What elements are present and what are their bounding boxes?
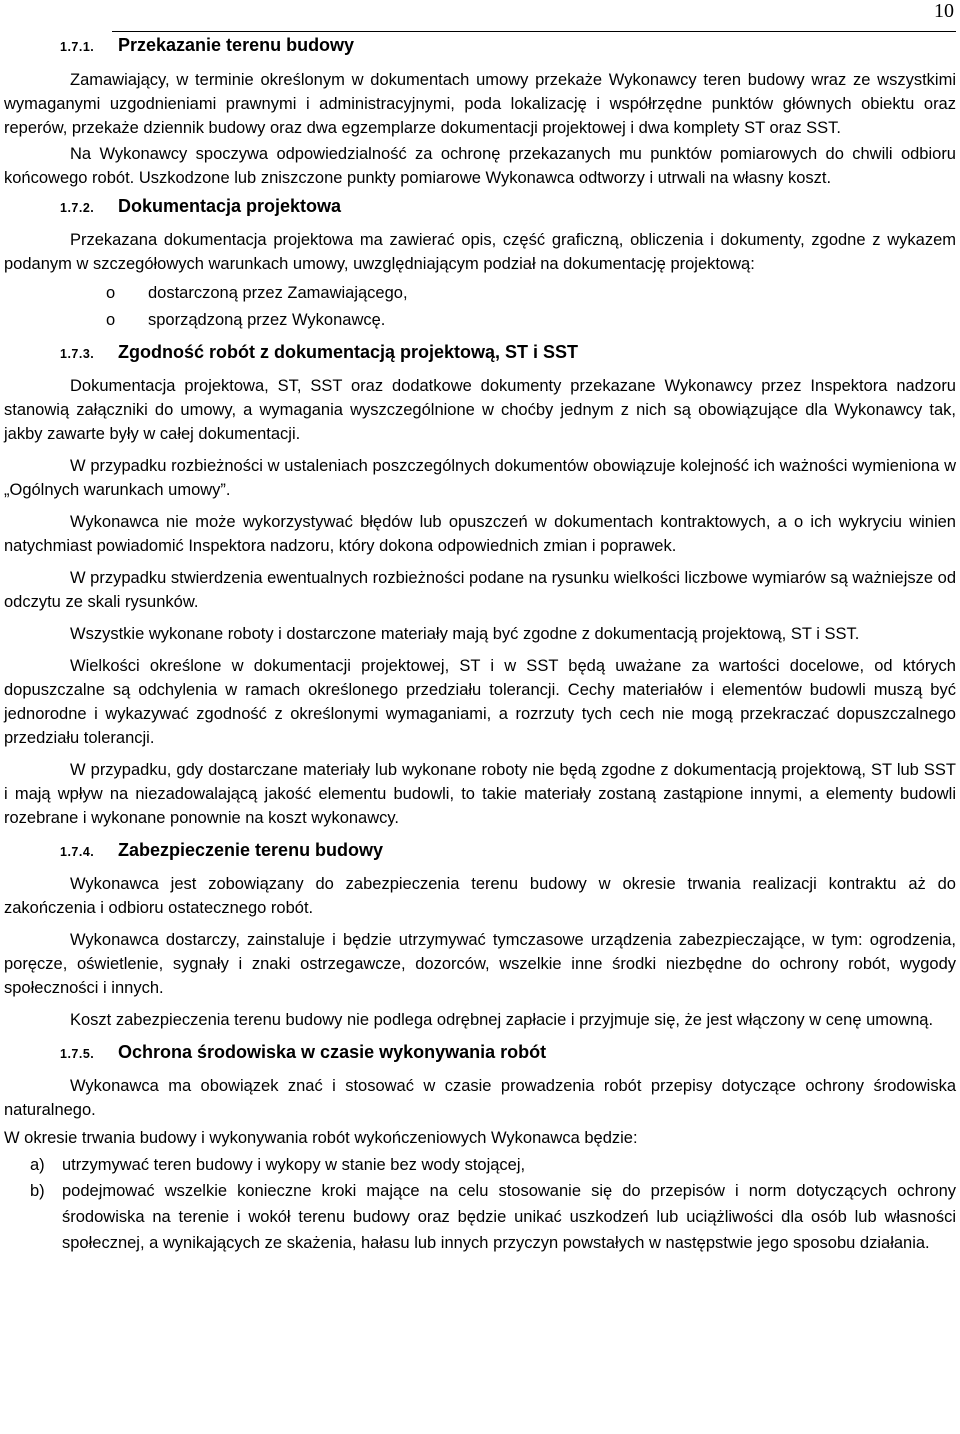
section-title: Ochrona środowiska w czasie wykonywania robót [118,1042,547,1062]
paragraph: Przekazana dokumentacja projektowa ma zawierać opis, część graficzną, obliczenia i dokumenty, zgodne z wykazem podanym w szczegółowych warunkach umowy, uwzględniającym podział na dokumentację projektową: [4,231,956,273]
header-rule [112,31,956,32]
paragraph: Na Wykonawcy spoczywa odpowiedzialność za ochronę przekazanych mu punktów pomiarowych do chwili odbioru końcowego robót. Uszkodzone lub zniszczone punkty pomiarowe Wykonawca odtworzy i utrwali na własny koszt. [4,145,956,187]
paragraph: W okresie trwania budowy i wykonywania robót wykończeniowych Wykonawca będzie: [4,1129,638,1147]
bullet-marker: o [106,311,116,329]
paragraph: Wszystkie wykonane roboty i dostarczone materiały mają być zgodne z dokumentacją projektową, ST i SST. [70,625,860,643]
paragraph: Zamawiający, w terminie określonym w dokumentach umowy przekaże Wykonawcy teren budowy wraz ze wszystkimi wymaganymi uzgodnieniami prawnymi i administracyjnymi, poda lokalizację i współrzędne punktów głównych obiektu oraz reperów, przekaże dziennik budowy oraz dwa egzemplarze dokumentacji projektowej i dwa komplety ST oraz SST. [4,71,956,137]
paragraph: Wykonawca ma obowiązek znać i stosować w czasie prowadzenia robót przepisy dotyczące ochrony środowiska naturalnego. [4,1077,956,1119]
section-title: Dokumentacja projektowa [118,196,342,216]
list-item [4,1178,956,1256]
bullet-marker: o [106,284,116,302]
paragraph: Wykonawca jest zobowiązany do zabezpieczenia terenu budowy w okresie trwania realizacji kontraktu aż do zakończenia i odbioru ostatecznego robót. [4,875,956,917]
list-marker: a) [30,1156,45,1174]
paragraph: W przypadku, gdy dostarczane materiały lub wykonane roboty nie będą zgodne z dokumentacją projektową, ST lub SST i mają wpływ na niezadowalającą jakość elementu budowli, to takie materiały zostaną zastąpione innymi, a elementy budowli rozebrane i wykonane ponownie na koszt wykonawcy. [4,761,956,827]
bullet-list [4,280,956,334]
paragraph: W przypadku stwierdzenia ewentualnych rozbieżności podane na rysunku wielkości liczbowe wymiarów są ważniejsze od odczytu ze skali rysunków. [4,569,956,611]
paragraph: Wielkości określone w dokumentacji projektowej, ST i w SST będą uważane za wartości docelowe, od których dopuszczalne są odchylenia w ramach określonego przedziału tolerancji. Cechy materiałów i elementów budowli muszą być jednorodne i wykazywać zgodność z określonymi wymaganiami, a rozrzuty tych cech nie mogą przekraczać dopuszczalnego przedziału tolerancji. [4,657,956,747]
section-heading [4,342,956,372]
section-heading [4,1042,956,1072]
list-item [4,280,956,307]
list-item-text: podejmować wszelkie konieczne kroki mające na celu stosowanie się do przepisów i norm dotyczących ochrony środowiska na terenie i wokół terenu budowy oraz będzie unikać uszkodzeń lub uciążliwości dla osób lub własności społecznej, a wynikających ze skażenia, hałasu lub innych przyczyn powstałych w następstwie jego sposobu działania. [62,1182,956,1252]
document-content [4,33,956,1256]
list-marker: b) [30,1182,45,1200]
section-number: 1.7.4. [60,845,95,859]
section-heading [4,196,956,226]
list-item-text: dostarczoną przez Zamawiającego, [148,284,408,302]
list-item [4,1152,956,1178]
paragraph: Dokumentacja projektowa, ST, SST oraz dodatkowe dokumenty przekazane Wykonawcy przez Inspektora nadzoru stanowią załączniki do umowy, a wymagania wyszczególnione w choćby jednym z nich są obowiązujące dla Wykonawcy tak, jakby zawarte były w całej dokumentacji. [4,377,956,443]
section-number: 1.7.5. [60,1047,95,1061]
paragraph: Koszt zabezpieczenia terenu budowy nie podlega odrębnej zapłacie i przyjmuje się, że jest włączony w cenę umowną. [70,1011,934,1029]
paragraph: Wykonawca dostarczy, zainstaluje i będzie utrzymywać tymczasowe urządzenia zabezpieczające, w tym: ogrodzenia, poręcze, oświetlenie, sygnały i znaki ostrzegawcze, dozorców, wszelkie inne środki niezbędne do ochrony robót, wygody społeczności i innych. [4,931,956,997]
page-number: 10 [934,0,954,22]
section-number: 1.7.1. [60,40,95,54]
section-number: 1.7.3. [60,347,95,361]
section-title: Zabezpieczenie terenu budowy [118,840,384,860]
section-heading [4,35,956,65]
section-number: 1.7.2. [60,201,95,215]
section-title: Zgodność robót z dokumentacją projektową, ST i SST [118,342,579,362]
paragraph: W przypadku rozbieżności w ustaleniach poszczególnych dokumentów obowiązuje kolejność ich ważności wymieniona w „Ogólnych warunkach umowy”. [4,457,956,499]
list-item [4,307,956,334]
list-item-text: utrzymywać teren budowy i wykopy w stanie bez wody stojącej, [62,1156,526,1174]
list-item-text: sporządzoną przez Wykonawcę. [148,311,386,329]
section-heading [4,840,956,870]
paragraph: Wykonawca nie może wykorzystywać błędów lub opuszczeń w dokumentach kontraktowych, a o ich wykryciu winien natychmiast powiadomić Inspektora nadzoru, który dokona odpowiednich zmian i poprawek. [4,513,956,555]
section-title: Przekazanie terenu budowy [118,35,355,55]
lettered-list [4,1152,956,1256]
